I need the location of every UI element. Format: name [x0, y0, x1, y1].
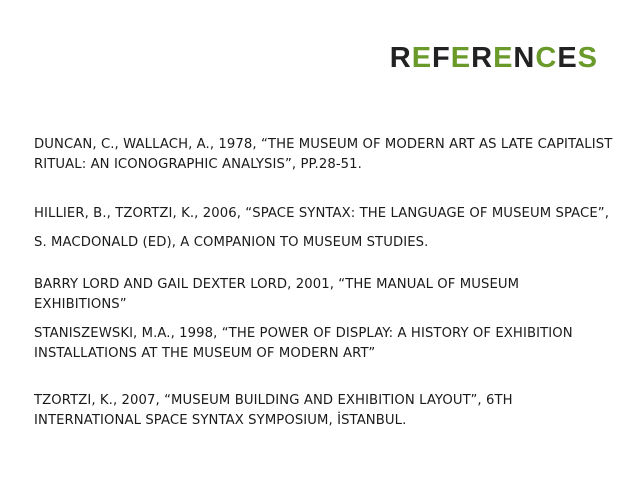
- reference-item: [34, 391, 614, 431]
- title-letter: E: [411, 42, 433, 74]
- reference-line: DUNCAN, C., WALLACH, A., 1978, “THE MUSEUM OF MODERN ART AS LATE CAPITALIST: [34, 137, 613, 152]
- title-letter: E: [493, 42, 514, 74]
- reference-line: HILLIER, B., TZORTZI, K., 2006, “SPACE SYNTAX: THE LANGUAGE OF MUSEUM SPACE”,: [34, 206, 610, 221]
- title-letter: E: [450, 42, 472, 74]
- title-letter: F: [432, 42, 451, 74]
- reference-line: BARRY LORD AND GAIL DEXTER LORD, 2001, “THE MANUAL OF MUSEUM EXHIBITIONS”: [34, 277, 520, 312]
- reference-item: [34, 275, 614, 315]
- title-letter: N: [513, 42, 536, 74]
- title-letter: E: [557, 42, 578, 74]
- reference-line: INTERNATIONAL SPACE SYNTAX SYMPOSIUM, İSTANBUL.: [34, 413, 407, 428]
- reference-line: RITUAL: AN ICONOGRAPHIC ANALYSIS”, PP.28-51.: [34, 157, 362, 172]
- reference-line: INSTALLATIONS AT THE MUSEUM OF MODERN ART”: [34, 346, 376, 361]
- reference-item: [34, 324, 614, 364]
- reference-item: [34, 204, 614, 253]
- title-letter: R: [471, 42, 494, 74]
- reference-item: [34, 135, 614, 175]
- title-letter: S: [577, 42, 598, 74]
- title-letter: R: [389, 42, 412, 74]
- page-title: [390, 44, 598, 73]
- reference-line: TZORTZI, K., 2007, “MUSEUM BUILDING AND EXHIBITION LAYOUT”, 6TH: [34, 393, 513, 408]
- reference-line: S. MACDONALD (ED), A COMPANION TO MUSEUM STUDIES.: [34, 235, 429, 250]
- reference-line: STANISZEWSKI, M.A., 1998, “THE POWER OF DISPLAY: A HISTORY OF EXHIBITION: [34, 326, 573, 341]
- title-letter: C: [535, 42, 558, 74]
